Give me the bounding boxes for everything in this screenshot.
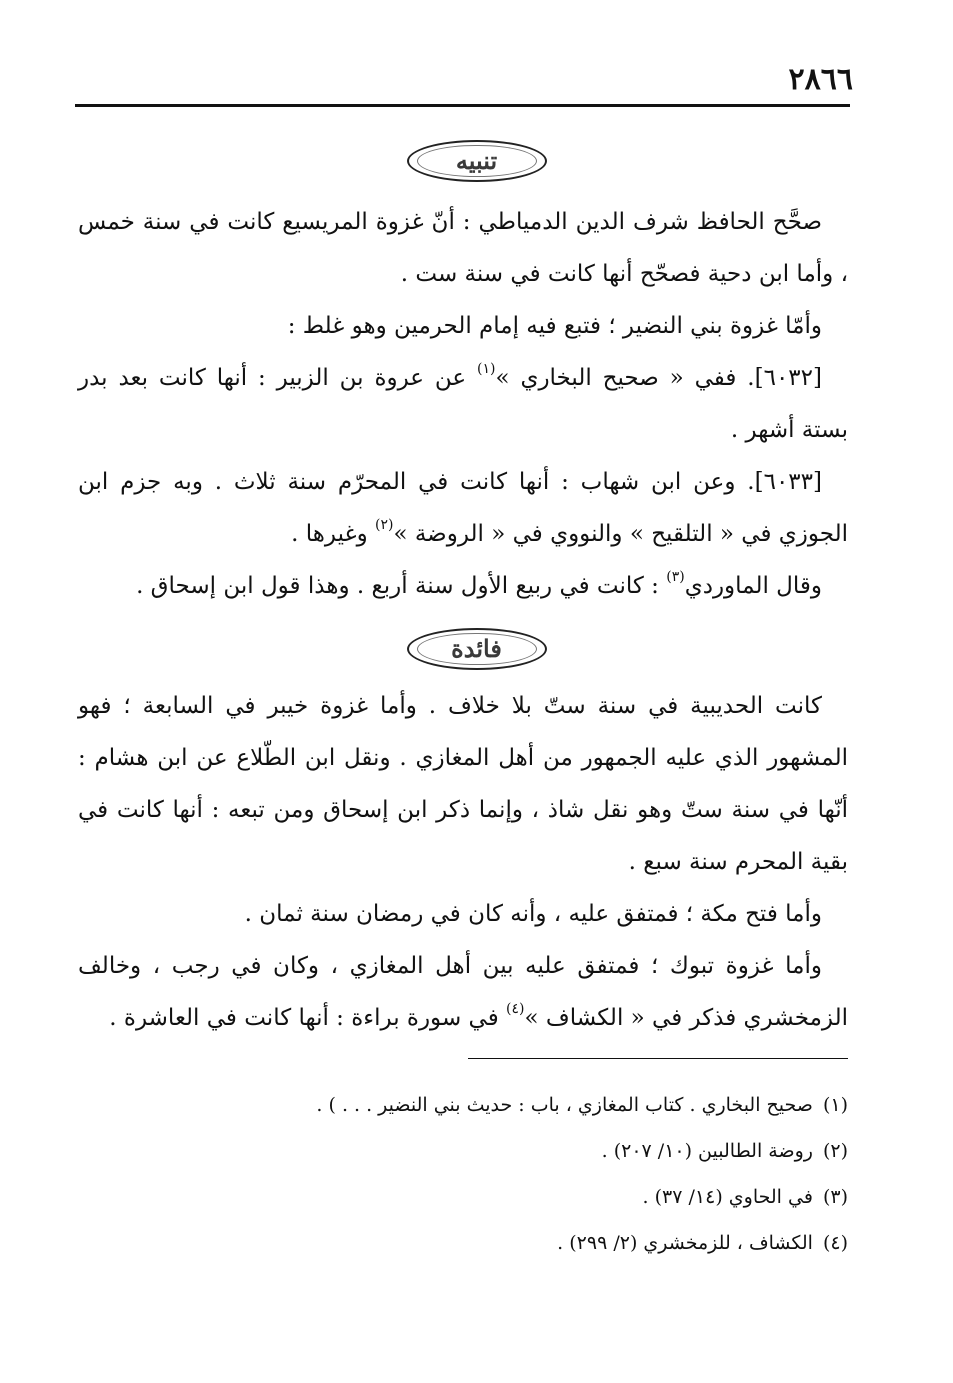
paragraph-text: عن عروة بن الزبير : أنها كانت بعد بدر بستة أشهر . [78, 365, 848, 443]
footnote-text: في الحاوي (١٤/ ٣٧) . [642, 1186, 813, 1208]
paragraph-text: وقال الماوردي [684, 573, 822, 599]
paragraph-text: [٦٠٣٢]. ففي « صحيح البخاري » [495, 365, 822, 391]
footnotes [88, 1082, 848, 1266]
footnote-text: الكشاف ، للزمخشري (٢/ ٢٩٩) . [557, 1232, 813, 1254]
header-rule [75, 104, 850, 107]
footnote-ref-1: (١) [477, 361, 496, 377]
footnote-number: (٤) [822, 1232, 848, 1254]
paragraph [78, 940, 848, 1044]
footnote-ref-3: (٣) [666, 569, 685, 585]
footnote-ref-2: (٢) [375, 517, 394, 533]
footnote-text: روضة الطالبين (١٠/ ٢٠٧) . [601, 1140, 813, 1162]
footnote-number: (٣) [822, 1186, 848, 1208]
paragraph-text: [٦٠٣٣]. وعن ابن شهاب : أنها كانت في المحرّم سنة ثلاث . وبه جزم ابن الجوزي في « التلقيح » والنووي في « الروضة » [78, 469, 848, 547]
footnote-item [88, 1220, 848, 1266]
paragraph: وأما فتح مكة ؛ فمتفق عليه ، وأنه كان في رمضان سنة ثمان . [244, 901, 822, 927]
section-body-faida [78, 680, 848, 1044]
section-title-tanbih: تنبيه [407, 140, 547, 182]
section-title-faida: فائدة [407, 628, 547, 670]
paragraph-text: وغيرها . [291, 521, 375, 547]
footnote-number: (٢) [822, 1140, 848, 1162]
paragraph [78, 456, 848, 560]
footnote-item [88, 1082, 848, 1128]
footnote-ref-4: (٤) [506, 1001, 525, 1017]
paragraph-text: في سورة براءة : أنها كانت في العاشرة . [109, 1005, 507, 1031]
footnote-item [88, 1174, 848, 1220]
footnote-number: (١) [822, 1094, 848, 1116]
paragraph [78, 560, 848, 612]
paragraph-text: : كانت في ربيع الأول سنة أربع . وهذا قول ابن إسحاق . [136, 573, 667, 599]
footnote-text: صحيح البخاري . كتاب المغازي ، باب : حديث بني النضير . . . ) . [316, 1094, 813, 1116]
page-number: ٢٨٦٦ [788, 62, 853, 97]
section-body-tanbih [78, 196, 848, 612]
footnote-separator [468, 1058, 848, 1059]
paragraph: وأمّا غزوة بني النضير ؛ فتبع فيه إمام الحرمين وهو غلط : [287, 313, 822, 339]
paragraph: صحَّح الحافظ شرف الدين الدمياطي : أنّ غزوة المريسيع كانت في سنة خمس ، وأما ابن دحية فصحّح أنها كانت في سنة ست . [78, 209, 848, 287]
footnote-item [88, 1128, 848, 1174]
paragraph: كانت الحديبية في سنة ستّ بلا خلاف . وأما غزوة خيبر في السابعة ؛ فهو المشهور الذي عليه الجمهور من أهل المغازي . ونقل ابن الطّلاع عن ابن هشام : أنّها في سنة ستّ وهو نقل شاذ ، وإنما ذكر ابن إسحاق ومن تبعه : أنها كانت في بقية المحرم سنة سبع . [78, 693, 848, 875]
paragraph-text: وأما غزوة تبوك ؛ فمتفق عليه بين أهل المغازي ، وكان في رجب ، وخالف الزمخشري فذكر في « الكشاف » [78, 953, 848, 1031]
paragraph [78, 352, 848, 456]
